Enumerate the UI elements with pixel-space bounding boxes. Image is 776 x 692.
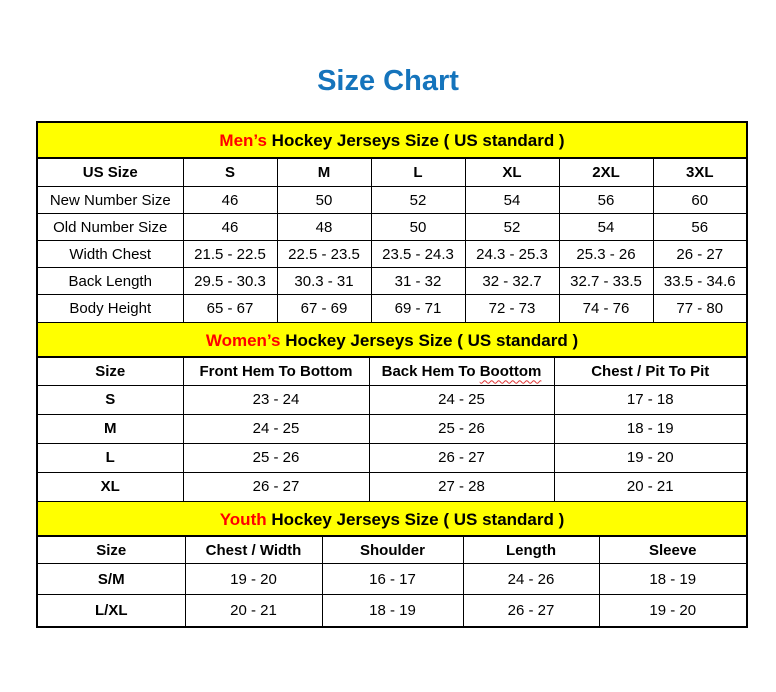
womens-data-row: [38, 472, 746, 501]
youth-size-value: 18 - 19: [322, 595, 463, 626]
youth-size-value: 16 - 17: [322, 564, 463, 595]
youth-column-header: Sleeve: [599, 537, 746, 564]
womens-column-header: Front Hem To Bottom: [183, 357, 369, 385]
youth-title-text: Hockey Jerseys Size ( US standard ): [266, 510, 565, 529]
mens-size-value: 50: [371, 214, 465, 241]
youth-data-row: [38, 564, 746, 595]
mens-column-header: XL: [465, 159, 559, 187]
mens-size-value: 30.3 - 31: [277, 268, 371, 295]
misspelled-word: Boottom: [479, 362, 542, 380]
womens-data-row: [38, 443, 746, 472]
womens-table: [38, 357, 746, 502]
womens-title-band: [38, 322, 746, 357]
youth-section: [38, 501, 746, 626]
womens-title-highlight: Women’s: [205, 330, 281, 350]
mens-size-value: 72 - 73: [465, 295, 559, 322]
womens-size-value: 25 - 26: [183, 443, 369, 472]
mens-section: [38, 123, 746, 322]
womens-size-value: 24 - 25: [369, 385, 554, 414]
mens-size-value: 65 - 67: [183, 295, 277, 322]
womens-row-label: M: [38, 414, 183, 443]
youth-size-value: 19 - 20: [599, 595, 746, 626]
mens-size-value: 74 - 76: [559, 295, 653, 322]
mens-size-value: 21.5 - 22.5: [183, 241, 277, 268]
mens-table: [38, 158, 746, 322]
mens-row-label: Back Length: [38, 268, 183, 295]
youth-row-label: L/XL: [38, 595, 185, 626]
womens-size-value: 18 - 19: [554, 414, 746, 443]
mens-size-value: 60: [653, 187, 746, 214]
womens-column-header: Back Hem To Boottom: [369, 357, 554, 385]
youth-title-band: [38, 501, 746, 536]
mens-column-header: 3XL: [653, 159, 746, 187]
womens-size-value: 26 - 27: [369, 443, 554, 472]
youth-size-value: 24 - 26: [463, 564, 599, 595]
youth-size-value: 26 - 27: [463, 595, 599, 626]
womens-row-label: S: [38, 385, 183, 414]
mens-data-row: [38, 187, 746, 214]
womens-size-value: 27 - 28: [369, 472, 554, 501]
womens-size-value: 25 - 26: [369, 414, 554, 443]
womens-title-text: Hockey Jerseys Size ( US standard ): [280, 330, 579, 350]
mens-size-value: 56: [653, 214, 746, 241]
mens-size-value: 31 - 32: [371, 268, 465, 295]
womens-size-value: 20 - 21: [554, 472, 746, 501]
youth-column-header: Size: [38, 537, 185, 564]
womens-header-row: [38, 357, 746, 385]
youth-column-header: Shoulder: [322, 537, 463, 564]
mens-size-value: 32.7 - 33.5: [559, 268, 653, 295]
mens-title-text: Hockey Jerseys Size ( US standard ): [266, 131, 565, 150]
mens-size-value: 29.5 - 30.3: [183, 268, 277, 295]
mens-size-value: 33.5 - 34.6: [653, 268, 746, 295]
mens-data-row: [38, 268, 746, 295]
youth-table: [38, 536, 746, 626]
youth-column-header: Length: [463, 537, 599, 564]
mens-size-value: 52: [465, 214, 559, 241]
womens-column-header: Chest / Pit To Pit: [554, 357, 746, 385]
mens-size-value: 50: [277, 187, 371, 214]
mens-row-label: Body Height: [38, 295, 183, 322]
mens-data-row: [38, 241, 746, 268]
mens-row-label: Width Chest: [38, 241, 183, 268]
womens-size-value: 24 - 25: [183, 414, 369, 443]
mens-size-value: 54: [465, 187, 559, 214]
womens-row-label: L: [38, 443, 183, 472]
mens-data-row: [38, 295, 746, 322]
mens-size-value: 25.3 - 26: [559, 241, 653, 268]
mens-size-value: 32 - 32.7: [465, 268, 559, 295]
mens-size-value: 24.3 - 25.3: [465, 241, 559, 268]
mens-size-value: 69 - 71: [371, 295, 465, 322]
youth-title-highlight: Youth: [219, 510, 267, 529]
mens-column-header: M: [277, 159, 371, 187]
mens-column-header: 2XL: [559, 159, 653, 187]
mens-size-value: 26 - 27: [653, 241, 746, 268]
womens-data-row: [38, 385, 746, 414]
youth-size-value: 18 - 19: [599, 564, 746, 595]
youth-header-row: [38, 537, 746, 564]
womens-data-row: [38, 414, 746, 443]
womens-section: [38, 322, 746, 502]
mens-row-label: New Number Size: [38, 187, 183, 214]
youth-row-label: S/M: [38, 564, 185, 595]
mens-data-row: [38, 214, 746, 241]
mens-size-value: 46: [183, 187, 277, 214]
mens-row-label: Old Number Size: [38, 214, 183, 241]
womens-column-header: Size: [38, 357, 183, 385]
mens-size-value: 56: [559, 187, 653, 214]
youth-size-value: 19 - 20: [185, 564, 322, 595]
womens-size-value: 17 - 18: [554, 385, 746, 414]
mens-size-value: 46: [183, 214, 277, 241]
youth-column-header: Chest / Width: [185, 537, 322, 564]
womens-size-value: 19 - 20: [554, 443, 746, 472]
mens-size-value: 23.5 - 24.3: [371, 241, 465, 268]
mens-size-value: 77 - 80: [653, 295, 746, 322]
mens-size-value: 52: [371, 187, 465, 214]
mens-column-header: L: [371, 159, 465, 187]
page-title: Size Chart: [317, 65, 459, 97]
womens-row-label: XL: [38, 472, 183, 501]
size-tables: [36, 121, 748, 628]
mens-title-band: [38, 123, 746, 158]
mens-size-value: 48: [277, 214, 371, 241]
mens-column-header: US Size: [38, 159, 183, 187]
womens-size-value: 23 - 24: [183, 385, 369, 414]
youth-size-value: 20 - 21: [185, 595, 322, 626]
mens-size-value: 54: [559, 214, 653, 241]
mens-size-value: 22.5 - 23.5: [277, 241, 371, 268]
youth-data-row: [38, 595, 746, 626]
mens-size-value: 67 - 69: [277, 295, 371, 322]
mens-header-row: [38, 159, 746, 187]
mens-column-header: S: [183, 159, 277, 187]
womens-size-value: 26 - 27: [183, 472, 369, 501]
mens-title-highlight: Men’s: [219, 131, 267, 150]
